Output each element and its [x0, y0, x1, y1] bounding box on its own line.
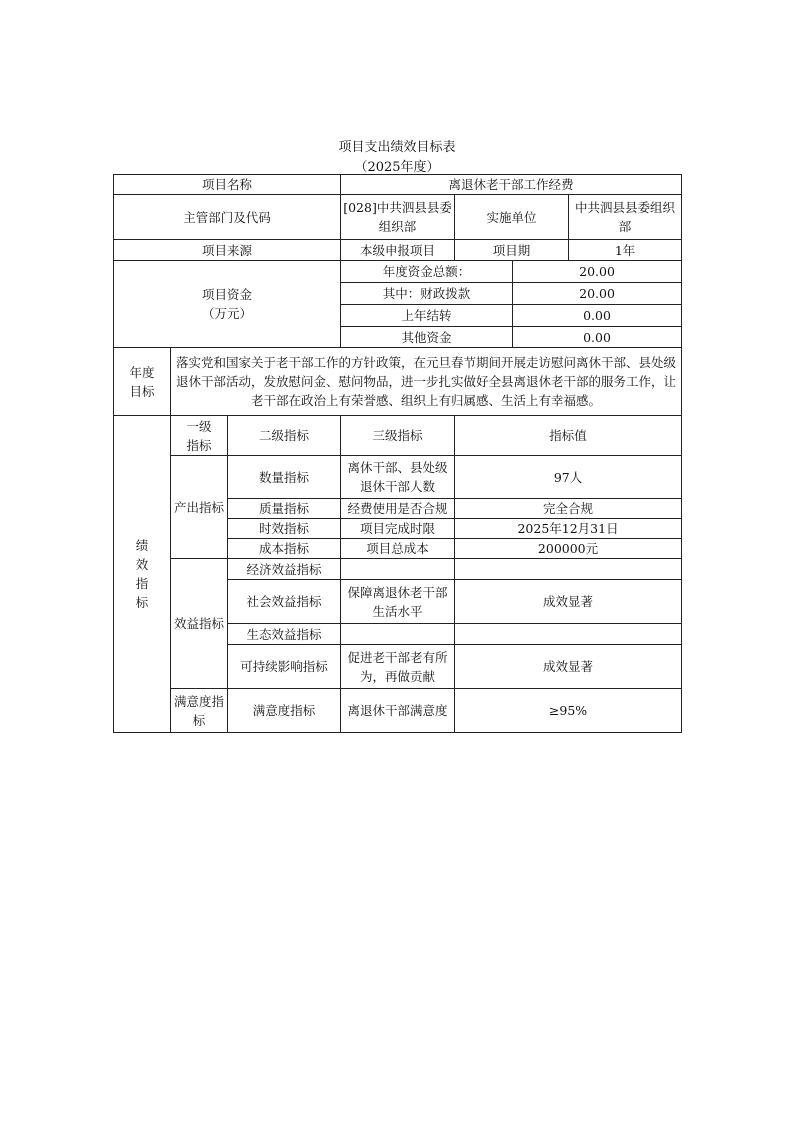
dept-label: 主管部门及代码 — [114, 195, 341, 240]
satisfaction-value: ≥95% — [455, 689, 682, 733]
project-name-label: 项目名称 — [114, 175, 341, 195]
output-quantity-l3-line1: 离休干部、县处级 — [347, 460, 448, 475]
funds-label-line1: 项目资金 — [202, 287, 253, 302]
output-cost-l2: 成本指标 — [228, 539, 341, 559]
period-value: 1年 — [569, 240, 682, 261]
output-quantity-l3-line2: 退休干部人数 — [360, 479, 436, 494]
output-timeliness-l2: 时效指标 — [228, 519, 341, 539]
satisfaction-l2: 满意度指标 — [228, 689, 341, 733]
header-level3: 三级指标 — [341, 416, 455, 456]
benefit-social-value: 成效显著 — [455, 580, 682, 624]
row-indicator-header — [114, 416, 682, 456]
funds-label — [114, 261, 341, 348]
benefit-sustainable-l3-line2: 为，再做贡献 — [360, 668, 436, 684]
output-cost-l3: 项目总成本 — [341, 539, 455, 559]
benefit-sustainable-value: 成效显著 — [455, 645, 682, 689]
row-output-quantity — [114, 456, 682, 499]
benefit-social-l3 — [341, 580, 455, 624]
header-value: 指标值 — [455, 416, 682, 456]
section-char-4: 标 — [135, 595, 149, 610]
row-department — [114, 195, 682, 240]
output-quantity-l3 — [341, 456, 455, 499]
row-satisfaction — [114, 689, 682, 733]
satisfaction-label-line2: 标 — [192, 712, 206, 728]
output-label: 产出指标 — [171, 456, 228, 559]
performance-table — [113, 174, 682, 733]
funds-label-line2: （万元） — [202, 306, 253, 321]
funds-fiscal-value: 20.00 — [513, 283, 682, 305]
benefit-economic-value — [455, 559, 682, 580]
benefit-label: 效益指标 — [171, 559, 228, 689]
annual-goal-label-line1: 年度 — [129, 364, 155, 380]
benefit-sustainable-l3 — [341, 645, 455, 689]
output-quantity-value: 97人 — [455, 456, 682, 499]
source-label: 项目来源 — [114, 240, 341, 261]
benefit-economic-l3 — [341, 559, 455, 580]
funds-other-label: 其他资金 — [341, 327, 513, 348]
header-level1 — [171, 416, 228, 456]
output-quantity-l2: 数量指标 — [228, 456, 341, 499]
row-project-name — [114, 175, 682, 195]
benefit-economic-l2: 经济效益指标 — [228, 559, 341, 580]
header-level1-line2: 指标 — [186, 437, 212, 453]
funds-carryover-label: 上年结转 — [341, 305, 513, 327]
section-char-2: 效 — [135, 557, 149, 572]
row-funds-total — [114, 261, 682, 283]
annual-goal-text: 落实党和国家关于老干部工作的方针政策，在元旦春节期间开展走访慰问离休干部、县处级退休干部活动，发放慰问金、慰问物品，进一步扎实做好全县离退休老干部的服务工作，让老干部在政治上有荣誉感、组织上有归属感、生活上有幸福感。 — [171, 348, 682, 416]
document-subtitle: （2025年度） — [354, 160, 440, 175]
benefit-sustainable-l2: 可持续影响指标 — [228, 645, 341, 689]
satisfaction-label — [171, 689, 228, 733]
output-cost-value: 200000元 — [455, 539, 682, 559]
document-title: 项目支出绩效目标表 — [338, 140, 456, 155]
benefit-social-l2: 社会效益指标 — [228, 580, 341, 624]
output-quality-l2: 质量指标 — [228, 499, 341, 519]
annual-goal-label-line2: 目标 — [129, 383, 155, 399]
benefit-ecological-value — [455, 624, 682, 645]
impl-label: 实施单位 — [455, 195, 569, 240]
funds-total-value: 20.00 — [513, 261, 682, 283]
output-quality-l3: 经费使用是否合规 — [341, 499, 455, 519]
row-source — [114, 240, 682, 261]
header-level2: 二级指标 — [228, 416, 341, 456]
project-name-value: 离退休老干部工作经费 — [341, 175, 682, 195]
output-timeliness-l3: 项目完成时限 — [341, 519, 455, 539]
satisfaction-l3: 离退休干部满意度 — [341, 689, 455, 733]
satisfaction-label-line1: 满意度指 — [173, 693, 224, 709]
dept-value: [028]中共泗县县委组织部 — [341, 195, 455, 240]
indicators-section-label — [114, 416, 171, 733]
funds-total-label: 年度资金总额： — [341, 261, 513, 283]
output-quality-value: 完全合规 — [455, 499, 682, 519]
benefit-ecological-l3 — [341, 624, 455, 645]
funds-carryover-value: 0.00 — [513, 305, 682, 327]
source-value: 本级申报项目 — [341, 240, 455, 261]
benefit-ecological-l2: 生态效益指标 — [228, 624, 341, 645]
impl-value: 中共泗县县委组织部 — [569, 195, 682, 240]
section-char-1: 绩 — [135, 538, 149, 553]
period-label: 项目期 — [455, 240, 569, 261]
row-benefit-economic — [114, 559, 682, 580]
annual-goal-label — [114, 348, 171, 416]
funds-fiscal-label: 其中：财政拨款 — [341, 283, 513, 305]
section-char-3: 指 — [135, 576, 149, 591]
benefit-social-l3-line1: 保障离退休老干部 — [347, 584, 448, 600]
funds-other-value: 0.00 — [513, 327, 682, 348]
benefit-social-l3-line2: 生活水平 — [372, 603, 423, 619]
row-annual-goal — [114, 348, 682, 416]
output-timeliness-value: 2025年12月31日 — [455, 519, 682, 539]
benefit-sustainable-l3-line1: 促进老干部老有所 — [347, 649, 448, 665]
header-level1-line1: 一级 — [186, 418, 212, 434]
